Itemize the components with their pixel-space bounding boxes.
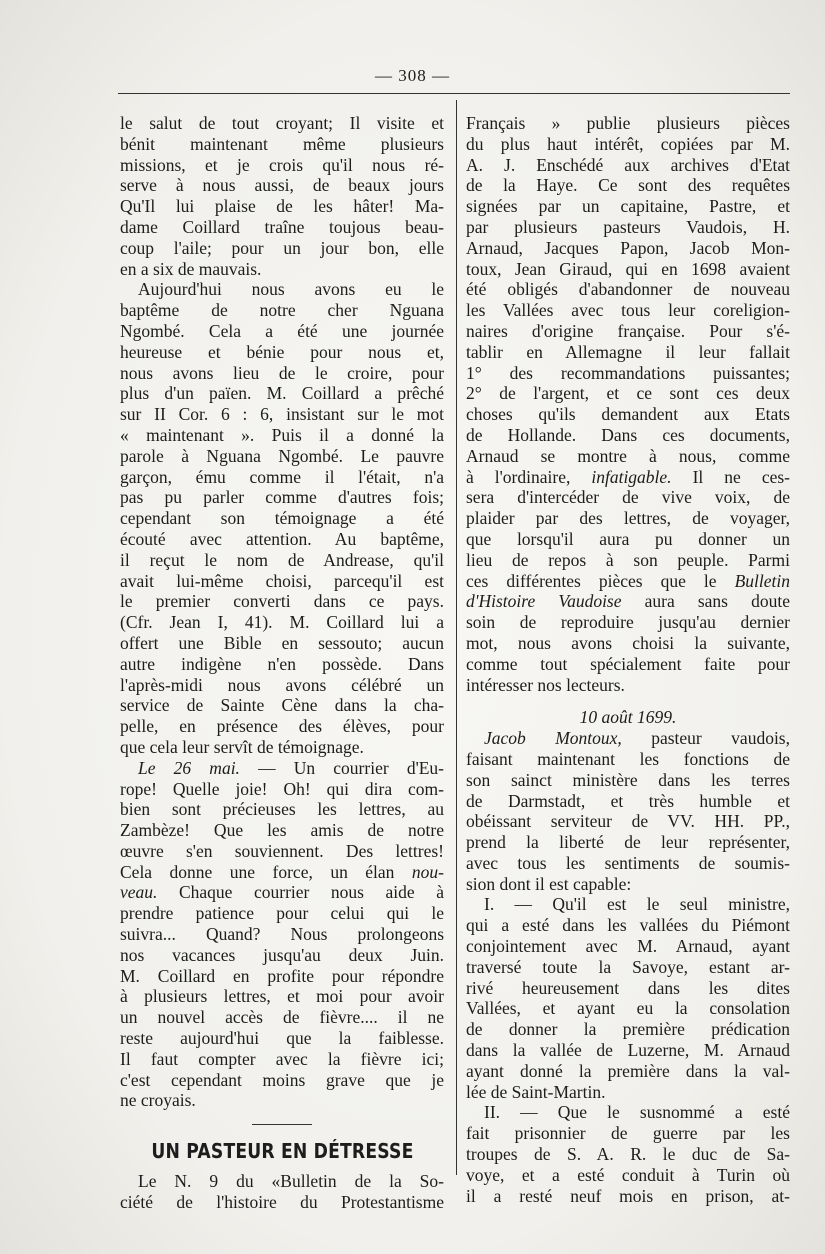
text-line: tablir en Allemagne il leur fallait xyxy=(466,341,790,362)
text-line: reste aujourd'hui que la faiblesse. xyxy=(120,1028,444,1049)
text-line: le salut de tout croyant; Il visite et xyxy=(120,113,444,133)
dateline: 10 août 1699. xyxy=(579,707,677,728)
text-line: parole à Nguana Ngombé. Le pauvre xyxy=(120,445,444,466)
text-line: avec tous les sentiments de soumis- xyxy=(466,852,790,873)
text-line: l'après-midi nous avons célébré un xyxy=(120,674,444,695)
text-line: Arnaud se montre à nous, comme xyxy=(466,445,790,466)
text-line: à l'ordinaire, infatigable. Il ne ces- xyxy=(466,466,790,487)
text-line: Qu'Il lui plaise de les hâter! Ma- xyxy=(120,196,444,217)
text-line: baptême de notre cher Nguana xyxy=(120,300,444,321)
text-line: son sainct ministère dans les terres xyxy=(466,769,790,790)
text-line: bien sont précieuses les lettres, au xyxy=(120,799,444,820)
text-line: Le 26 mai. — Un courrier d'Eu- xyxy=(138,757,444,778)
text-line: il a resté neuf mois en prison, at- xyxy=(466,1185,790,1206)
text-line: plus d'un païen. M. Coillard a prêché xyxy=(120,383,444,404)
text-line: à plusieurs lettres, et moi pour avoir xyxy=(120,986,444,1007)
text-line: un nouvel accès de fièvre.... il ne xyxy=(120,1007,444,1028)
text-line: Zambèze! Que les amis de notre xyxy=(120,820,444,841)
text-line: dans la vallée de Luzerne, M. Arnaud xyxy=(466,1040,790,1061)
text-line: les Vallées avec tous leur coreligion- xyxy=(466,300,790,321)
left-column xyxy=(120,113,444,1213)
text-line: sur II Cor. 6 : 6, insistant sur le mot xyxy=(120,404,444,425)
text-line: Arnaud, Jacques Papon, Jacob Mon- xyxy=(466,237,790,258)
text-line: ne croyais. xyxy=(120,1090,196,1111)
text-line: intéresser nos lecteurs. xyxy=(466,674,625,695)
text-line: ayant donné la première dans la val- xyxy=(466,1060,790,1081)
text-line: ces différentes pièces que le Bulletin xyxy=(466,570,790,591)
left-column-text-after xyxy=(120,1171,444,1213)
text-line: garçon, ému comme il l'était, n'a xyxy=(120,466,444,487)
text-line: prend la liberté de leur représenter, xyxy=(466,832,790,853)
text-line: dame Coillard traîne toujous beau- xyxy=(120,216,444,237)
text-line: de la Haye. Ce sont des requêtes xyxy=(466,175,790,196)
text-line: par plusieurs pasteurs Vaudois, H. xyxy=(466,216,790,237)
text-line: Le N. 9 du «Bulletin de la So- xyxy=(138,1171,444,1192)
left-column-text xyxy=(120,113,444,1111)
text-line: offert une Bible en sessouto; aucun xyxy=(120,632,444,653)
text-line: il reçut le nom de Andrease, qu'il xyxy=(120,549,444,570)
text-line: sera d'intercéder de vive voix, de xyxy=(466,487,790,508)
text-line: faisant maintenant les fonctions de xyxy=(466,748,790,769)
text-line: œuvre s'en souviennent. Des lettres! xyxy=(120,840,444,861)
text-line: ciété de l'histoire du Protestantisme xyxy=(120,1192,444,1213)
text-line: lée de Saint-Martin. xyxy=(466,1081,606,1102)
text-line: lieu de repos à son peuple. Parmi xyxy=(466,549,790,570)
text-line: service de Sainte Cène dans la cha- xyxy=(120,695,444,716)
text-line: I. — Qu'il est le seul ministre, xyxy=(484,894,790,915)
text-line: toux, Jean Giraud, qui en 1698 avaient xyxy=(466,258,790,279)
text-line: d'Histoire Vaudoise aura sans doute xyxy=(466,591,790,612)
text-line: nous avons lieu de le croire, pour xyxy=(120,362,444,383)
text-line: signées par un capitaine, Pastre, et xyxy=(466,196,790,217)
text-line: soin de reproduire jusqu'au dernier xyxy=(466,612,790,633)
text-line: rivé heureusement dans les dites xyxy=(466,977,790,998)
text-line: Aujourd'hui nous avons eu le xyxy=(138,279,444,300)
text-line: du plus haut intérêt, copiées par M. xyxy=(466,133,790,154)
text-line: heureuse et bénie pour nous et, xyxy=(120,341,444,362)
text-line: cependant son témoignage a été xyxy=(120,508,444,529)
text-line: missions, et je crois qu'il nous ré- xyxy=(120,154,444,175)
text-line: 1° des recommandations puissantes; xyxy=(466,362,790,383)
text-line: de Darmstadt, et très humble et xyxy=(466,790,790,811)
text-line: A. J. Enschédé aux archives d'Etat xyxy=(466,154,790,175)
text-line: plaider par des lettres, de voyager, xyxy=(466,508,790,529)
text-line: (Cfr. Jean I, 41). M. Coillard lui a xyxy=(120,612,444,633)
text-line: avait lui-même choisi, parcequ'il est xyxy=(120,570,444,591)
column-divider xyxy=(456,100,457,1175)
text-line: naires d'origine française. Pour s'é- xyxy=(466,320,790,341)
right-column-text-after xyxy=(466,728,790,1206)
text-line: Vallées, et ayant eu la consolation xyxy=(466,998,790,1019)
text-line: nos vacances jusqu'au deux Juin. xyxy=(120,944,444,965)
text-line: de Hollande. Dans ces documents, xyxy=(466,424,790,445)
text-line: obéissant serviteur de VV. HH. PP., xyxy=(466,811,790,832)
text-line: Cela donne une force, un élan nou- xyxy=(120,861,444,882)
text-line: conjointement avec M. Arnaud, ayant xyxy=(466,936,790,957)
section-heading-block xyxy=(120,1124,444,1163)
text-line: bénit maintenant même plusieurs xyxy=(120,133,444,154)
text-line: mot, nous avons choisi la suivante, xyxy=(466,632,790,653)
text-line: veau. Chaque courrier nous aide à xyxy=(120,882,444,903)
text-line: été obligés d'abandonner de nouveau xyxy=(466,279,790,300)
text-line: serve à nous aussi, de beaux jours xyxy=(120,175,444,196)
text-line: M. Coillard en profite pour répondre xyxy=(120,965,444,986)
text-line: que cela leur servît de témoignage. xyxy=(120,736,364,757)
page-number: — 308 — xyxy=(375,66,450,85)
header-rule xyxy=(118,93,790,94)
text-line: troupes de S. A. R. le duc de Sa- xyxy=(466,1144,790,1165)
text-line: Français » publie plusieurs pièces xyxy=(466,113,790,133)
text-line: sion dont il est capable: xyxy=(466,873,632,894)
text-line: de donner la première prédication xyxy=(466,1019,790,1040)
text-line: suivra... Quand? Nous prolongeons xyxy=(120,924,444,945)
text-line: que lorsqu'il aura pu donner un xyxy=(466,528,790,549)
right-column-text xyxy=(466,113,790,695)
text-line: Ngombé. Cela a été une journée xyxy=(120,320,444,341)
text-line: II. — Que le susnommé a esté xyxy=(484,1102,790,1123)
text-line: pelle, en présence des élèves, pour xyxy=(120,716,444,737)
text-line: qui a esté dans les vallées du Piémont xyxy=(466,915,790,936)
text-line: pas pu parler comme d'autres fois; xyxy=(120,487,444,508)
text-line: écouté avec attention. Au baptême, xyxy=(120,528,444,549)
text-line: coup l'aile; pour un jour bon, elle xyxy=(120,237,444,258)
text-line: fait prisonnier de guerre par les xyxy=(466,1123,790,1144)
text-line: rope! Quelle joie! Oh! qui dira com- xyxy=(120,778,444,799)
text-line: prendre patience pour celui qui le xyxy=(120,903,444,924)
text-line: choses qu'ils demandent aux Etats xyxy=(466,404,790,425)
text-line: en a six de mauvais. xyxy=(120,258,262,279)
text-line: voye, et a esté conduit à Turin où xyxy=(466,1164,790,1185)
text-line: le premier converti dans ce pays. xyxy=(120,591,444,612)
right-column xyxy=(466,113,790,1206)
text-line: Il faut compter avec la fièvre ici; xyxy=(120,1048,444,1069)
text-line: Jacob Montoux, pasteur vaudois, xyxy=(484,728,790,749)
text-line: 2° de l'argent, et ce sont ces deux xyxy=(466,383,790,404)
text-line: c'est cependant moins grave que je xyxy=(120,1069,444,1090)
section-title: UN PASTEUR EN DÉTRESSE xyxy=(150,1139,414,1164)
text-line: « maintenant ». Puis il a donné la xyxy=(120,424,444,445)
section-rule xyxy=(252,1124,312,1125)
text-line: autre indigène n'en possède. Dans xyxy=(120,653,444,674)
text-line: traversé toute la Savoye, estant ar- xyxy=(466,956,790,977)
text-line: comme tout spécialement faite pour xyxy=(466,653,790,674)
